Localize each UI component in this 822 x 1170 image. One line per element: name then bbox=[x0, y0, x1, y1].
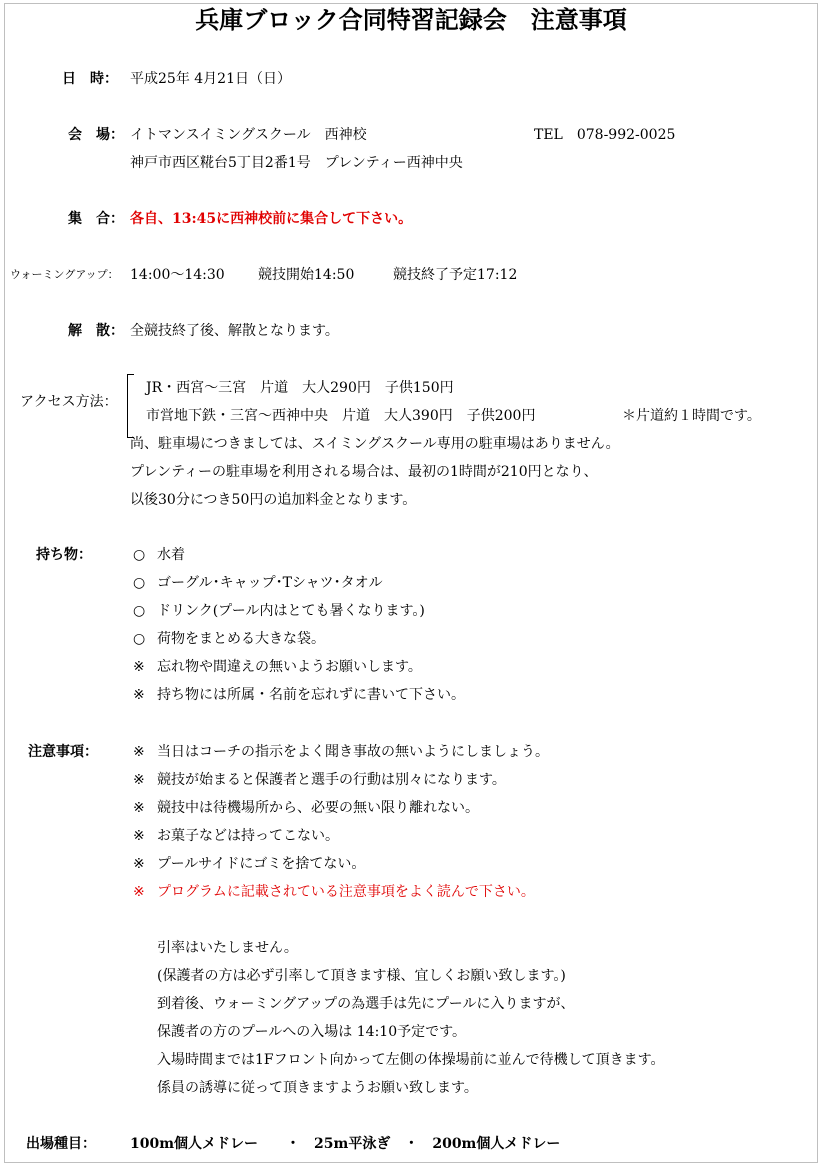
access-route-subway: 市営地下鉄・三宮～西神中央 片道 大人390円 子供200円 bbox=[146, 408, 536, 424]
belongings-item: ○ ゴーグル･キャップ･Tシャツ･タオル bbox=[133, 575, 383, 591]
notes-item-highlight: ※ プログラムに記載されている注意事項をよく読んで下さい。 bbox=[133, 884, 535, 900]
escort-line: 係員の誘導に従って頂きますようお願い致します。 bbox=[157, 1080, 478, 1096]
events-label: 出場種目： bbox=[26, 1136, 96, 1152]
access-label: アクセス方法： bbox=[20, 394, 118, 410]
events-value: 100m個人メドレー ・ 25m平泳ぎ ・ 200m個人メドレー bbox=[130, 1136, 561, 1152]
parking-line: 尚、駐車場につきましては、スイミングスクール専用の駐車場はありません。 bbox=[130, 436, 620, 452]
page-title: 兵庫ブロック合同特習記録会 注意事項 bbox=[195, 5, 627, 34]
dismissal-label: 解 散： bbox=[68, 323, 124, 339]
belongings-item: ※ 持ち物には所属・名前を忘れずに書いて下さい。 bbox=[133, 687, 465, 703]
notes-item: ※ 競技中は待機場所から、必要の無い限り離れない。 bbox=[133, 800, 479, 816]
belongings-label: 持ち物： bbox=[36, 547, 92, 563]
dismissal-value: 全競技終了後、解散となります。 bbox=[130, 323, 339, 339]
escort-line: 保護者の方のプールへの入場は 14:10予定です。 bbox=[157, 1024, 466, 1040]
notes-item: ※ 競技が始まると保護者と選手の行動は別々になります。 bbox=[133, 772, 506, 788]
notes-item: ※ 当日はコーチの指示をよく聞き事故の無いようにしましょう。 bbox=[133, 744, 549, 760]
date-label: 日 時： bbox=[62, 71, 118, 87]
assembly-value: 各自、13:45に西神校前に集合して下さい。 bbox=[130, 211, 413, 227]
date-value: 平成25年 4月21日（日） bbox=[130, 71, 291, 87]
access-bracket bbox=[127, 374, 134, 438]
escort-line: 引率はいたしません。 bbox=[157, 940, 298, 956]
competition-end: 競技終了予定17:12 bbox=[393, 267, 518, 283]
escort-line: (保護者の方は必ず引率して頂きます様、宜しくお願い致します。) bbox=[157, 968, 566, 984]
access-route-jr: JR・西宮～三宮 片道 大人290円 子供150円 bbox=[146, 380, 454, 396]
warmup-time: 14:00～14:30 bbox=[130, 267, 225, 283]
notes-item: ※ お菓子などは持ってこない。 bbox=[133, 828, 339, 844]
escort-line: 到着後、ウォーミングアップの為選手は先にプールに入りますが、 bbox=[157, 996, 575, 1012]
access-time-note: ＊片道約１時間です。 bbox=[622, 408, 761, 424]
belongings-item: ※ 忘れ物や間違えの無いようお願いします。 bbox=[133, 659, 422, 675]
belongings-item: ○ 荷物をまとめる大きな袋。 bbox=[133, 631, 325, 647]
belongings-item: ○ 水着 bbox=[133, 547, 185, 563]
notes-label: 注意事項： bbox=[28, 744, 98, 760]
competition-start: 競技開始14:50 bbox=[258, 267, 355, 283]
venue-tel: TEL 078-992-0025 bbox=[534, 127, 676, 143]
parking-line: 以後30分につき50円の追加料金となります。 bbox=[130, 492, 417, 508]
belongings-item: ○ ドリンク(プール内はとても暑くなります。) bbox=[133, 603, 425, 619]
assembly-label: 集 合： bbox=[68, 211, 124, 227]
parking-line: プレンティーの駐車場を利用される場合は、最初の1時間が210円となり、 bbox=[130, 464, 598, 480]
venue-label: 会 場： bbox=[68, 127, 124, 143]
page-frame bbox=[4, 3, 818, 1163]
warmup-label: ウォーミングアップ： bbox=[10, 268, 119, 281]
venue-name: イトマンスイミングスクール 西神校 bbox=[130, 127, 367, 143]
escort-line: 入場時間までは1Fフロント向かって左側の体操場前に並んで待機して頂きます。 bbox=[157, 1052, 665, 1068]
notes-item: ※ プールサイドにゴミを捨てない。 bbox=[133, 856, 366, 872]
venue-address: 神戸市西区糀台5丁目2番1号 プレンティー西神中央 bbox=[130, 155, 463, 171]
